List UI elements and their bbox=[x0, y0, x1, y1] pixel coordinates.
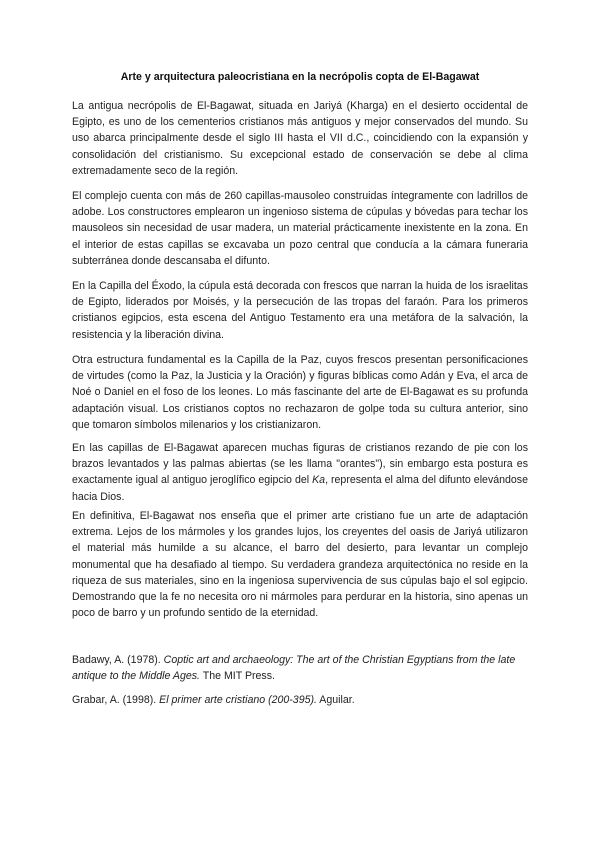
reference-badawy bbox=[72, 652, 528, 684]
paragraph-orantes bbox=[72, 440, 528, 505]
reference-grabar-authors: Grabar, A. (1998). bbox=[72, 694, 160, 706]
document-title: Arte y arquitectura paleocristiana en la necrópolis copta de El-Bagawat bbox=[120, 71, 480, 83]
paragraph-intro: La antigua necrópolis de El-Bagawat, situada en Jariyá (Kharga) en el desierto occidental de Egipto, es uno de los cementerios cristianos más antiguos y mejor conservados del mundo. Su uso abarca principalmente desde el siglo III hasta el VII d.C., coincidiendo con la expansión y consolidación del cristianismo. Su excepcional estado de conservación se debe al clima extremadamente seco de la región. bbox=[72, 100, 528, 177]
ka-term: Ka bbox=[312, 474, 326, 487]
paragraph-exodus-chapel: En la Capilla del Éxodo, la cúpula está decorada con frescos que narran la huida de los israelitas de Egipto, liderados por Moisés, y la persecución de las tropas del faraón. Para los primeros cristianos egipcios, esta escena del Antiguo Testamento era una metáfora de la salvación, la resistencia y la liberación divina. bbox=[72, 280, 528, 341]
reference-grabar-publisher: Aguilar. bbox=[316, 694, 355, 706]
reference-badawy-authors: Badawy, A. (1978). bbox=[72, 654, 164, 666]
paragraph-conclusion: En definitiva, El-Bagawat nos enseña que el primer arte cristiano fue un arte de adaptación extrema. Lejos de los mármoles y los grandes lujos, los creyentes del oasis de Jariyá utilizaron el material más humilde a su alcance, el barro del desierto, para levantar un complejo monumental que ha desafiado al tiempo. Su verdadera grandeza arquitectónica no reside en la riqueza de sus materiales, sino en la ingeniosa supervivencia de sus cúpulas bajo el sol egipcio. Demostrando que la fe no necesita oro ni mármoles para perdurar en la historia, sino apenas un poco de barro y un profundo sentido de la eternidad. bbox=[72, 510, 528, 620]
orantes-text-after: , representa el alma del difunto elevándose hacia Dios. bbox=[72, 474, 528, 503]
reference-badawy-publisher: The MIT Press. bbox=[200, 670, 275, 683]
paragraph-complex: El complejo cuenta con más de 260 capillas-mausoleo construidas íntegramente con ladrillos de adobe. Los constructores emplearon un ingenioso sistema de cúpulas y bóvedas para techar los mausoleos sin necesidad de usar madera, un material prácticamente inexistente en la zona. En el interior de estas capillas se excavaba un pozo central que conducía a la cámara funeraria subterránea donde descansaba el difunto. bbox=[72, 190, 528, 267]
reference-grabar bbox=[72, 692, 528, 708]
reference-badawy-title: Coptic art and archaeology: The art of the Christian Egyptians from the late antique to the Middle Ages. bbox=[72, 654, 516, 683]
orantes-text-before: En las capillas de El-Bagawat aparecen muchas figuras de cristianos rezando de pie con los brazos levantados y las palmas abiertas (se les llama "orantes"), sin embargo esta postura es exactamente igual al antiguo jeroglífico egipcio del bbox=[72, 442, 528, 487]
paragraph-peace-chapel: Otra estructura fundamental es la Capilla de la Paz, cuyos frescos presentan personificaciones de virtudes (como la Paz, la Justicia y la Oración) y figuras bíblicas como Adán y Eva, el arca de Noé o Daniel en el foso de los leones. Lo más fascinante del arte de El-Bagawat es su profunda adaptación visual. Los cristianos coptos no rechazaron de golpe toda su cultura anterior, sino que tomaron símbolos milenarios y los cristianizaron. bbox=[72, 354, 528, 431]
reference-grabar-title: El primer arte cristiano (200-395). bbox=[159, 694, 317, 706]
